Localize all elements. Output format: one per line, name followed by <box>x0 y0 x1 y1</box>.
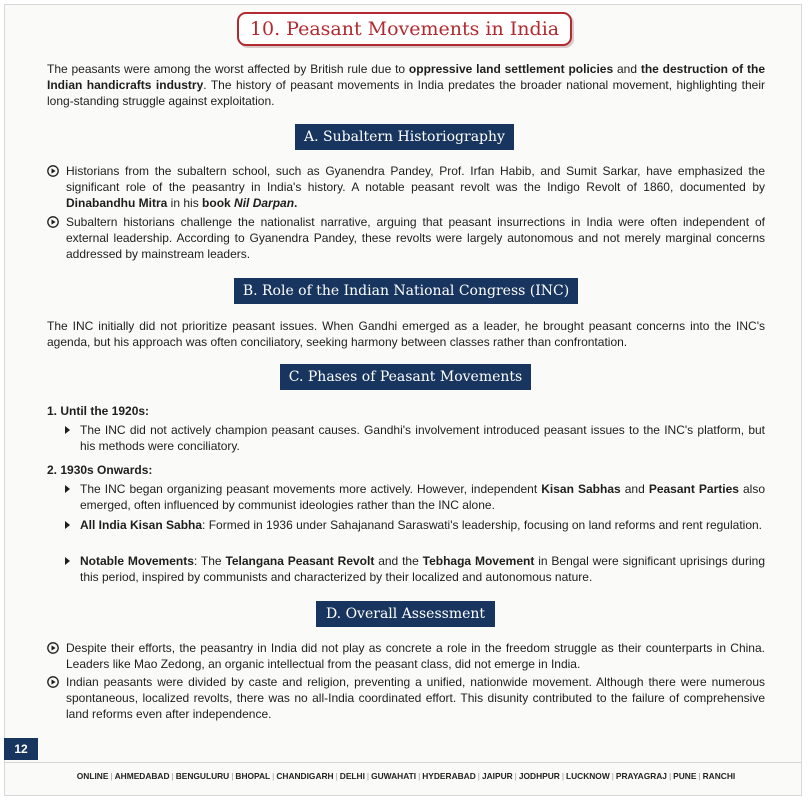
phase-2-point-2-text <box>80 517 765 533</box>
section-d-heading: D. Overall Assessment <box>316 601 495 627</box>
footer-location-item: JAIPUR <box>481 771 513 781</box>
footer-separator: | <box>514 771 517 781</box>
section-a-bullet-1-text <box>66 163 765 211</box>
footer-separator: | <box>477 771 480 781</box>
footer-location-item: DELHI <box>339 771 365 781</box>
section-b-heading: B. Role of the Indian National Congress (INC) <box>234 278 578 304</box>
p22-text-1: : Formed in 1936 under Sahajanand Saraswati's leadership, focusing on land reforms and rent regulation. <box>202 518 762 532</box>
footer-location-item: CHANDIGARH <box>276 771 334 781</box>
phase-1-point <box>65 422 765 454</box>
footer-separator: | <box>418 771 421 781</box>
play-circle-icon <box>47 676 59 688</box>
p23-text-3: in Bengal were significant uprisings during this period, inspired by communists and characterized by their localized and autonomous nature. <box>80 554 765 584</box>
phase-2-point-1-text <box>80 481 765 513</box>
intro-text-2: and <box>613 62 641 76</box>
section-d-bullet-2-text: Indian peasants were divided by caste and religion, preventing a unified, nationwide movement. Although there were numerous spontaneous, localized revolts, there was no all-India coordinated effort. This disunity contributed to the failure of comprehensive land reforms even after independence. <box>66 675 765 721</box>
footer-location-item: PUNE <box>673 771 697 781</box>
footer-location-item: BENGULURU <box>175 771 230 781</box>
p21-text-3: also emerged, often influenced by communist ideologies rather than the INC alone. <box>80 482 765 512</box>
play-circle-icon <box>47 165 59 177</box>
phase-2-point-2 <box>65 517 765 533</box>
footer-separator: | <box>366 771 370 781</box>
footer-location-item: LUCKNOW <box>566 771 610 781</box>
section-a-bullet-2 <box>47 214 765 262</box>
intro-bold-2: the destruction of the Indian handicrafts industry <box>47 62 765 92</box>
footer-location-item: HYDERABAD <box>422 771 476 781</box>
a1-bold-2: book <box>202 196 235 210</box>
section-c-heading: C. Phases of Peasant Movements <box>280 364 531 390</box>
section-d-bullet-2 <box>47 674 765 722</box>
footer-location-item: AHMEDABAD <box>114 771 170 781</box>
footer-location-item: GUWAHATI <box>371 771 417 781</box>
triangle-bullet-icon <box>65 557 70 565</box>
footer-separator: | <box>561 771 564 781</box>
p23-bold-3: Tebhaga Movement <box>422 554 535 568</box>
triangle-bullet-icon <box>65 521 70 529</box>
footer-locations <box>44 771 768 781</box>
footer-separator: | <box>668 771 672 781</box>
footer-location-item: RANCHI <box>702 771 736 781</box>
p23-text-2: and the <box>374 554 423 568</box>
section-a-bullet-2-text: Subaltern historians challenge the nationalist narrative, arguing that peasant insurrections in India were often independent of external leadership. According to Gyanendra Pandey, these revolts were largely autonomous and not merely marginal concerns addressed by mainstream leaders. <box>66 215 765 261</box>
p21-bold-2: Peasant Parties <box>648 482 739 496</box>
intro-text-1: The peasants were among the worst affected by British rule due to <box>47 62 409 76</box>
intro-text-3: . The history of peasant movements in India predates the broader national movement, highlighting their long-standing struggle against exploitation. <box>47 78 765 108</box>
section-b-paragraph: The INC initially did not prioritize peasant issues. When Gandhi emerged as a leader, he brought peasant concerns into the INC's agenda, but his approach was often conciliatory, seeking harmony between classes rather than confrontation. <box>47 319 765 349</box>
a1-bold-italic: Nil Darpan <box>234 196 295 210</box>
p23-bold-2: Telangana Peasant Revolt <box>225 554 375 568</box>
section-a-bullet-1 <box>47 163 765 211</box>
play-circle-icon <box>47 642 59 654</box>
footer-location-item: ONLINE <box>76 771 109 781</box>
p23-text-1: : The <box>193 554 226 568</box>
intro-bold-1: oppressive land settlement policies <box>408 62 614 76</box>
footer-separator: | <box>110 771 113 781</box>
p23-bold-1: Notable Movements <box>80 554 194 568</box>
section-d-bullet-1-text: Despite their efforts, the peasantry in India did not play as concrete a role in the freedom struggle as their counterparts in China. Leaders like Mao Zedong, an organic intellectual from the peasant class, did not emerge in India. <box>66 641 765 671</box>
phase-2-point-1 <box>65 481 765 513</box>
intro-paragraph <box>47 61 765 109</box>
page-title: 10. Peasant Movements in India <box>237 12 572 46</box>
play-circle-icon <box>47 216 59 228</box>
triangle-bullet-icon <box>65 485 70 493</box>
footer-divider <box>4 762 802 763</box>
phase-2-point-3 <box>65 553 765 585</box>
footer-separator: | <box>171 771 174 781</box>
footer-separator: | <box>335 771 338 781</box>
footer-separator: | <box>611 771 614 781</box>
footer-location-item: JODHPUR <box>518 771 560 781</box>
footer-location-item: PRAYAGRAJ <box>615 771 667 781</box>
p22-bold-1: All India Kisan Sabha <box>80 518 203 532</box>
phase-1-heading: 1. Until the 1920s: <box>47 404 150 418</box>
footer-separator: | <box>272 771 275 781</box>
triangle-bullet-icon <box>65 426 70 434</box>
phase-2-heading: 2. 1930s Onwards: <box>47 463 153 477</box>
footer-separator: | <box>231 771 234 781</box>
page-number: 12 <box>4 738 38 760</box>
a1-text-2: in his <box>167 196 203 210</box>
a1-bold-1: Dinabandhu Mitra <box>66 196 168 210</box>
section-a-heading: A. Subaltern Historiography <box>295 124 514 150</box>
p21-text-1: The INC began organizing peasant movements more actively. However, independent <box>80 482 542 496</box>
section-d-bullet-1 <box>47 640 765 672</box>
p21-bold-1: Kisan Sabhas <box>541 482 621 496</box>
footer-location-item: BHOPAL <box>235 771 271 781</box>
p21-text-2: and <box>620 482 649 496</box>
phase-2-point-3-text <box>80 553 765 585</box>
phase-1-point-text: The INC did not actively champion peasant causes. Gandhi's involvement introduced peasant issues to the INC's platform, but his methods were conciliatory. <box>80 423 765 453</box>
footer-separator: | <box>698 771 701 781</box>
a1-text-1: Historians from the subaltern school, such as Gyanendra Pandey, Prof. Irfan Habib, and Sumit Sarkar, have emphasized the significant role of the peasantry in India's history. A notable peasant revolt was the Indigo Revolt of 1860, documented by <box>66 164 765 194</box>
a1-bold-3: . <box>294 196 298 210</box>
